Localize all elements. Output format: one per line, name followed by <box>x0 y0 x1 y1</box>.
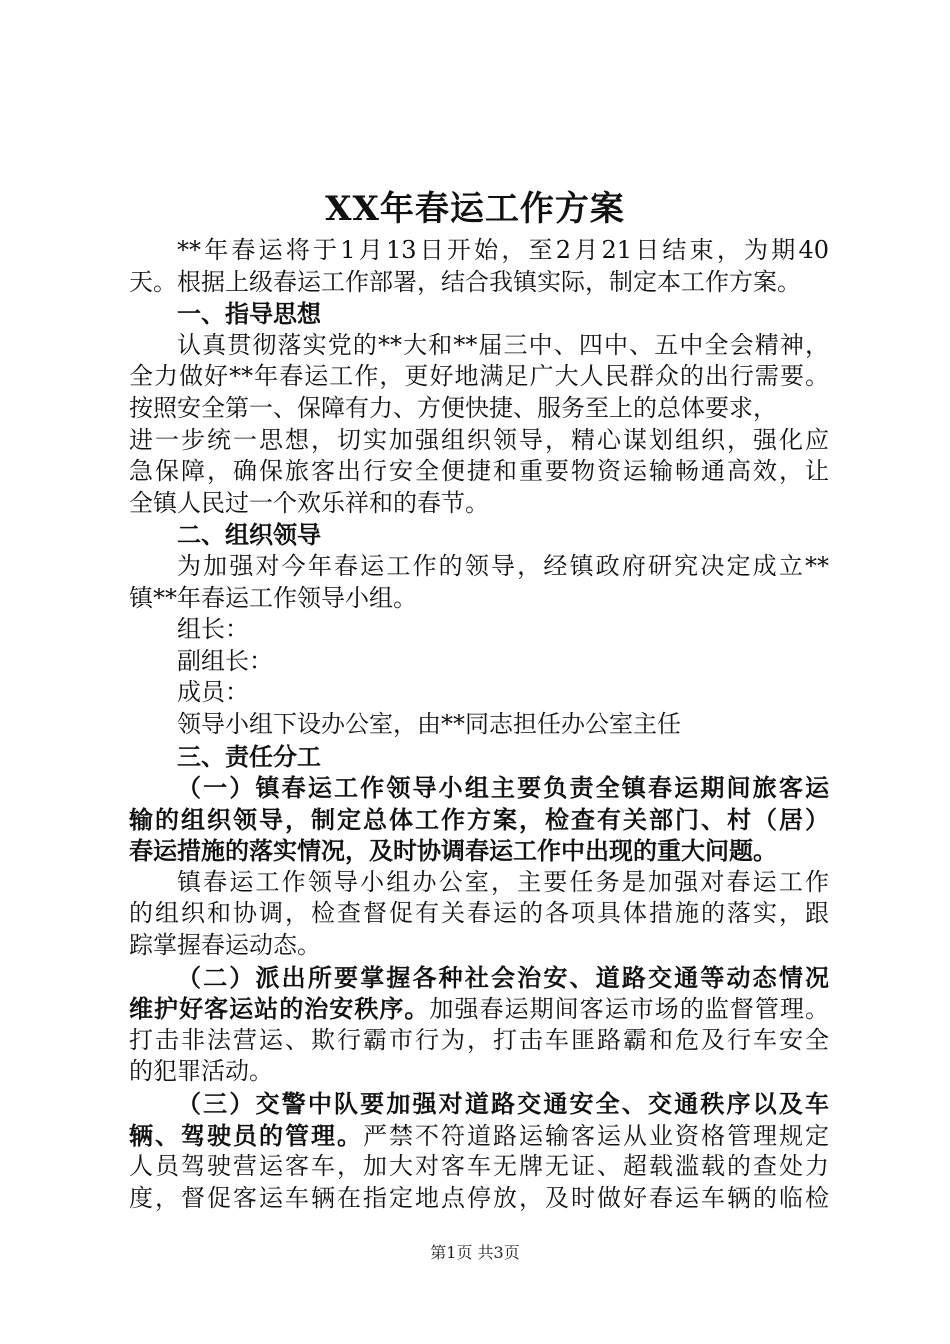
document-body <box>129 235 829 1214</box>
text-line: 踪掌握春运动态。 <box>129 931 321 960</box>
text-line: 按照安全第一、保障有力、方便快捷、服务至上的总体要求， <box>129 393 777 422</box>
text-line: 成员： <box>177 678 249 707</box>
text-line: 为加强对今年春运工作的领导，经镇政府研究决定成立** <box>177 551 829 580</box>
text-line: 全力做好**年春运工作，更好地满足广大人民群众的出行需要。 <box>129 362 829 391</box>
text-line: 输的组织领导，制定总体工作方案，检查有关部门、村（居） <box>129 804 829 834</box>
text-line <box>129 993 829 1025</box>
text-line: （三）交警中队要加强对道路交通安全、交通秩序以及车 <box>177 1089 829 1119</box>
text-line: 二、组织领导 <box>177 520 321 550</box>
text-line: （一）镇春运工作领导小组主要负责全镇春运期间旅客运 <box>177 773 829 803</box>
text-line: 镇春运工作领导小组办公室，主要任务是加强对春运工作 <box>177 867 829 896</box>
text-line: 急保障，确保旅客出行安全便捷和重要物资运输畅通高效，让 <box>129 457 829 486</box>
text-line: 打击非法营运、欺行霸市行为，打击车匪路霸和危及行车安全 <box>129 1025 829 1054</box>
text-line-bold-part: 维护好客运站的治安秩序。 <box>129 994 430 1024</box>
text-line <box>129 1120 829 1152</box>
text-line: （二）派出所要掌握各种社会治安、道路交通等动态情况 <box>177 962 829 992</box>
text-line: 进一步统一思想，切实加强组织领导，精心谋划组织，强化应 <box>129 425 829 454</box>
text-line: 一、指导思想 <box>177 299 321 329</box>
text-line: 人员驾驶营运客车，加大对客车无牌无证、超载滥载的查处力 <box>129 1152 829 1181</box>
text-line-regular-part: 加强春运期间客运市场的监督管理。 <box>429 995 829 1024</box>
text-line: 度，督促客运车辆在指定地点停放，及时做好春运车辆的临检 <box>129 1183 829 1212</box>
text-line: 三、责任分工 <box>177 741 321 771</box>
text-line-regular-part: 严禁不符道路运输客运从业资格管理规定 <box>363 1121 829 1150</box>
text-line: 副组长： <box>177 646 273 675</box>
page-footer: 第1页 共3页 <box>430 1243 520 1262</box>
text-line: 组长： <box>177 615 249 644</box>
text-line: 认真贯彻落实党的**大和**届三中、四中、五中全会精神， <box>177 330 829 359</box>
text-line-bold-part: 辆、驾驶员的管理。 <box>129 1120 363 1150</box>
text-line: 全镇人民过一个欢乐祥和的春节。 <box>129 488 489 517</box>
text-line: 天。根据上级春运工作部署，结合我镇实际，制定本工作方案。 <box>129 267 801 296</box>
text-line: 领导小组下设办公室，由**同志担任办公室主任 <box>177 709 681 738</box>
text-line: **年春运将于1月13日开始，至2月21日结束，为期40 <box>177 236 829 264</box>
text-line: 镇**年春运工作领导小组。 <box>129 583 417 612</box>
text-line: 的犯罪活动。 <box>129 1057 273 1086</box>
text-line: 的组织和协调，检查督促有关春运的各项具体措施的落实，跟 <box>129 899 829 928</box>
document-title: XX年春运工作方案 <box>325 189 625 229</box>
text-line: 春运措施的落实情况，及时协调春运工作中出现的重大问题。 <box>129 836 777 866</box>
